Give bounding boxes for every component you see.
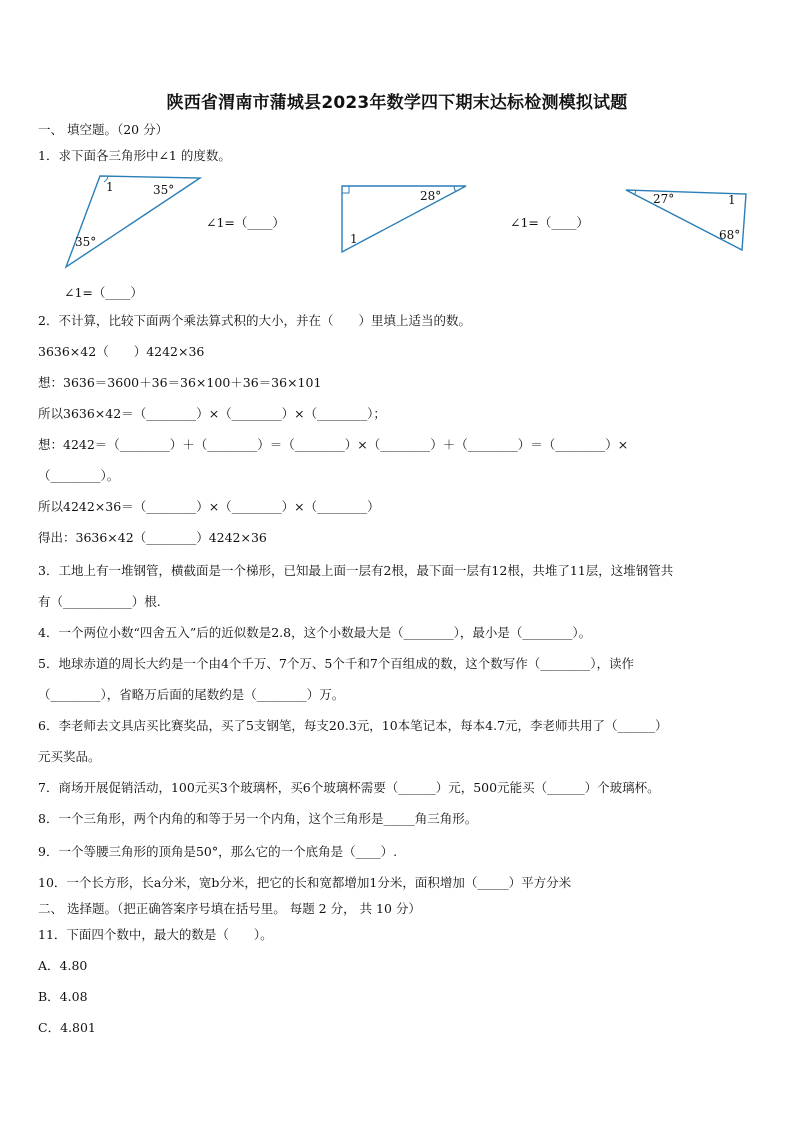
question-2-line-2: 想：3636＝3600＋36＝36×100＋36＝36×101: [38, 375, 322, 390]
question-1: 1．求下面各三角形中∠1 的度数。: [38, 148, 231, 163]
question-11-option-b: B．4.08: [38, 989, 88, 1004]
question-10: 10．一个长方形，长a分米，宽b分米，把它的长和宽都增加1分米，面积增加（_____）平方分米: [38, 875, 572, 890]
question-5-line-1: 5．地球赤道的周长大约是一个由4个千万、7个万、5个千和7个百组成的数，这个数写作（________），读作: [38, 656, 635, 671]
question-2-line-3: 所以3636×42＝（________）×（________）×（________）；: [38, 406, 386, 421]
question-5-line-2: （________），省略万后面的尾数约是（________）万。: [38, 687, 345, 702]
triangle-1: [60, 170, 205, 272]
triangle-2-angle-1: 1: [350, 232, 358, 246]
triangle-2-angle-top: 28°: [420, 189, 442, 203]
question-9: 9．一个等腰三角形的顶角是50°，那么它的一个底角是（____）.: [38, 844, 398, 859]
question-6-line-1: 6．李老师去文具店买比赛奖品，买了5支钢笔，每支20.3元，10本笔记本，每本4.7元，李老师共用了（______）: [38, 718, 668, 733]
section-1-heading: 一、 填空题。（20 分）: [38, 122, 169, 137]
question-7: 7．商场开展促销活动，100元买3个玻璃杯，买6个玻璃杯需要（______）元，500元能买（______）个玻璃杯。: [38, 780, 660, 795]
section-2-heading: 二、 选择题。（把正确答案序号填在括号里。 每题 2 分， 共 10 分）: [38, 901, 421, 916]
question-2-line-6: 所以4242×36＝（________）×（________）×（________）: [38, 499, 380, 514]
triangle-2: [336, 180, 471, 258]
question-6-line-2: 元买奖品。: [38, 749, 101, 764]
question-11: 11．下面四个数中，最大的数是（ ）。: [38, 927, 273, 942]
question-11-option-c: C．4.801: [38, 1020, 96, 1035]
question-3-line-1: 3．工地上有一堆钢管，横截面是一个梯形，已知最上面一层有2根，最下面一层有12根，共堆了11层，这堆钢管共: [38, 563, 674, 578]
triangle-1-angle-bottom: 35°: [75, 235, 97, 249]
question-2-line-1: 3636×42（ ）4242×36: [38, 344, 205, 359]
question-3-line-2: 有（___________）根.: [38, 594, 161, 609]
triangle-1-answer-2: ∠1=（____）: [64, 285, 143, 300]
triangle-2-answer: ∠1=（____）: [510, 215, 589, 230]
triangle-3-angle-bottom: 68°: [719, 228, 741, 242]
triangle-3: [622, 184, 752, 256]
question-4: 4．一个两位小数“四舍五入”后的近似数是2.8，这个小数最大是（________），最小是（________）。: [38, 625, 592, 640]
question-8: 8．一个三角形，两个内角的和等于另一个内角，这个三角形是_____角三角形。: [38, 811, 478, 826]
triangle-3-angle-left: 27°: [653, 192, 675, 206]
question-2: 2．不计算，比较下面两个乘法算式积的大小，并在（ ）里填上适当的数。: [38, 313, 471, 328]
question-11-option-a: A．4.80: [38, 958, 88, 973]
question-2-line-7: 得出：3636×42（________）4242×36: [38, 530, 267, 545]
question-2-line-5: （________）。: [38, 468, 120, 483]
triangle-3-angle-1: 1: [728, 193, 736, 207]
triangle-1-answer: ∠1=（____）: [206, 215, 285, 230]
triangle-1-angle-1: 1: [106, 180, 114, 194]
question-2-line-4: 想：4242＝（________）＋（________）＝（________）×（________）＋（________）＝（________）×: [38, 437, 629, 452]
triangle-1-angle-top: 35°: [153, 183, 175, 197]
page-title: 陕西省渭南市蒲城县2023年数学四下期末达标检测模拟试题: [166, 93, 628, 113]
